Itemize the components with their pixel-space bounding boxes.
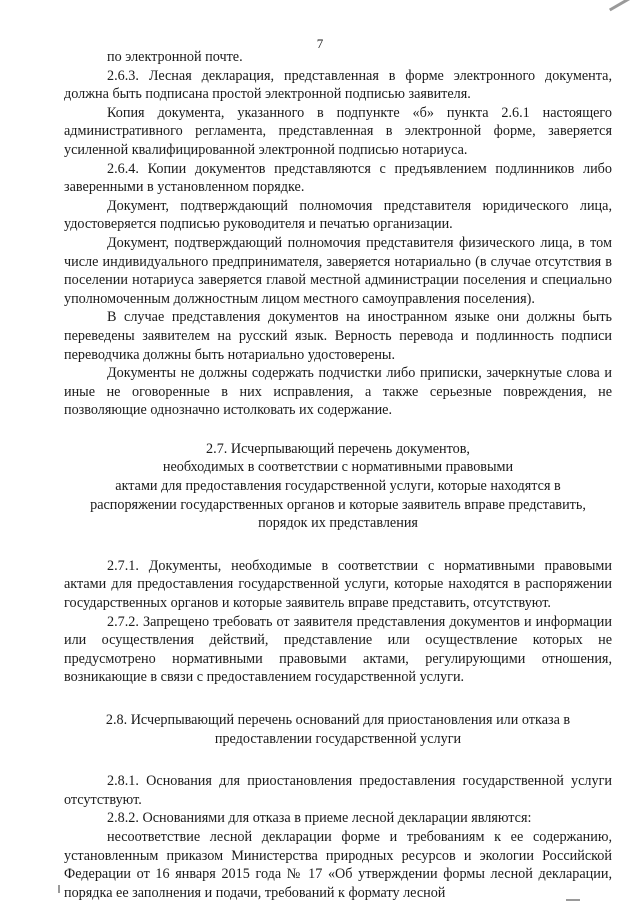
heading-line: актами для предоставления государственной услуги, которые находятся в xyxy=(115,478,561,495)
paragraph-legal-entity-representative: Документ, подтверждающий полномочия представителя юридического лица, удостоверяется подписью руководителя и печатью организации. xyxy=(64,197,612,233)
paragraph-individual-representative: Документ, подтверждающий полномочия представителя физического лица, в том числе индивидуального предпринимателя, заверяется нотариально (в случае отсутствия в поселении нотариуса заверяется главой местной администрации поселения и специально уполномоченным должностным лицом местного самоуправления поселения). xyxy=(64,234,612,307)
heading-line: порядок их представления xyxy=(258,515,418,532)
paragraph-nonconformity: несоответствие лесной декларации форме и требованиям к ее содержанию, установленным приказом Министерства природных ресурсов и экологии Российской Федерации от 16 января 2015 года № 17 «Об утверждении формы лесной декларации, порядка ее заполнения и подачи, требований к формату лесной xyxy=(64,828,612,901)
spacer xyxy=(64,687,612,711)
paragraph-no-corrections: Документы не должны содержать подчистки либо приписки, зачеркнутые слова и иные не оговоренные в них исправления, а также серьезные повреждения, не позволяющие однозначно истолковать их содержание. xyxy=(64,365,612,419)
section-heading-2-7 xyxy=(64,440,612,533)
paragraph-2-6-3: 2.6.3. Лесная декларация, представленная в форме электронного документа, должна быть подписана простой электронной подписью заявителя. xyxy=(64,67,612,103)
heading-line: распоряжении государственных органов и которые заявитель вправе представить, xyxy=(90,496,586,513)
document-body xyxy=(64,48,612,902)
paragraph-2-8-1: 2.8.1. Основания для приостановления предоставления государственной услуги отсутствуют. xyxy=(64,773,612,808)
spacer xyxy=(64,420,612,440)
paragraph-2-8-2: 2.8.2. Основаниями для отказа в приеме лесной декларации являются: xyxy=(107,810,532,827)
heading-line: предоставлении государственной услуги xyxy=(214,730,462,747)
paragraph-2-7-1: 2.7.1. Документы, необходимые в соответствии с нормативными правовыми актами для предоставления государственной услуги, которые находятся в распоряжении государственных органов и которые заявитель вправе представить, отсутствуют. xyxy=(64,557,612,612)
paragraph-foreign-language: В случае представления документов на иностранном языке они должны быть переведены заявителем на русский язык. Верность перевода и подлинность подписи переводчика должны быть нотариально удостоверены. xyxy=(64,309,612,363)
spacer xyxy=(64,533,612,557)
paragraph-continuation: по электронной почте. xyxy=(107,49,243,65)
paragraph-copy-notary: Копия документа, указанного в подпункте «б» пункта 2.6.1 настоящего административного регламента, представленная в электронной форме, заверяется усиленной квалифицированной электронной подписью нотариуса. xyxy=(64,104,612,158)
paragraph-2-7-2: 2.7.2. Запрещено требовать от заявителя представления документов и информации или осуществления действий, представление или осуществление которых не предусмотрено нормативными правовыми актами, регулирующими отношения, возникающие в связи с предоставлением государственной услуги. xyxy=(64,613,612,686)
spacer xyxy=(64,748,612,772)
scan-artifact-mark xyxy=(58,885,60,893)
heading-line: 2.7. Исчерпывающий перечень документов, xyxy=(206,440,470,457)
paragraph-2-6-4: 2.6.4. Копии документов представляются с предъявлением подлинников либо заверенными в установленном порядке. xyxy=(64,160,612,196)
section-heading-2-8 xyxy=(64,711,612,748)
heading-line: необходимых в соответствии с нормативными правовыми xyxy=(162,459,514,476)
page-number: 7 xyxy=(316,36,324,51)
scan-artifact-mark xyxy=(566,899,580,901)
scan-artifact-mark xyxy=(609,0,633,11)
heading-line: 2.8. Исчерпывающий перечень оснований для приостановления или отказа в xyxy=(105,712,571,728)
